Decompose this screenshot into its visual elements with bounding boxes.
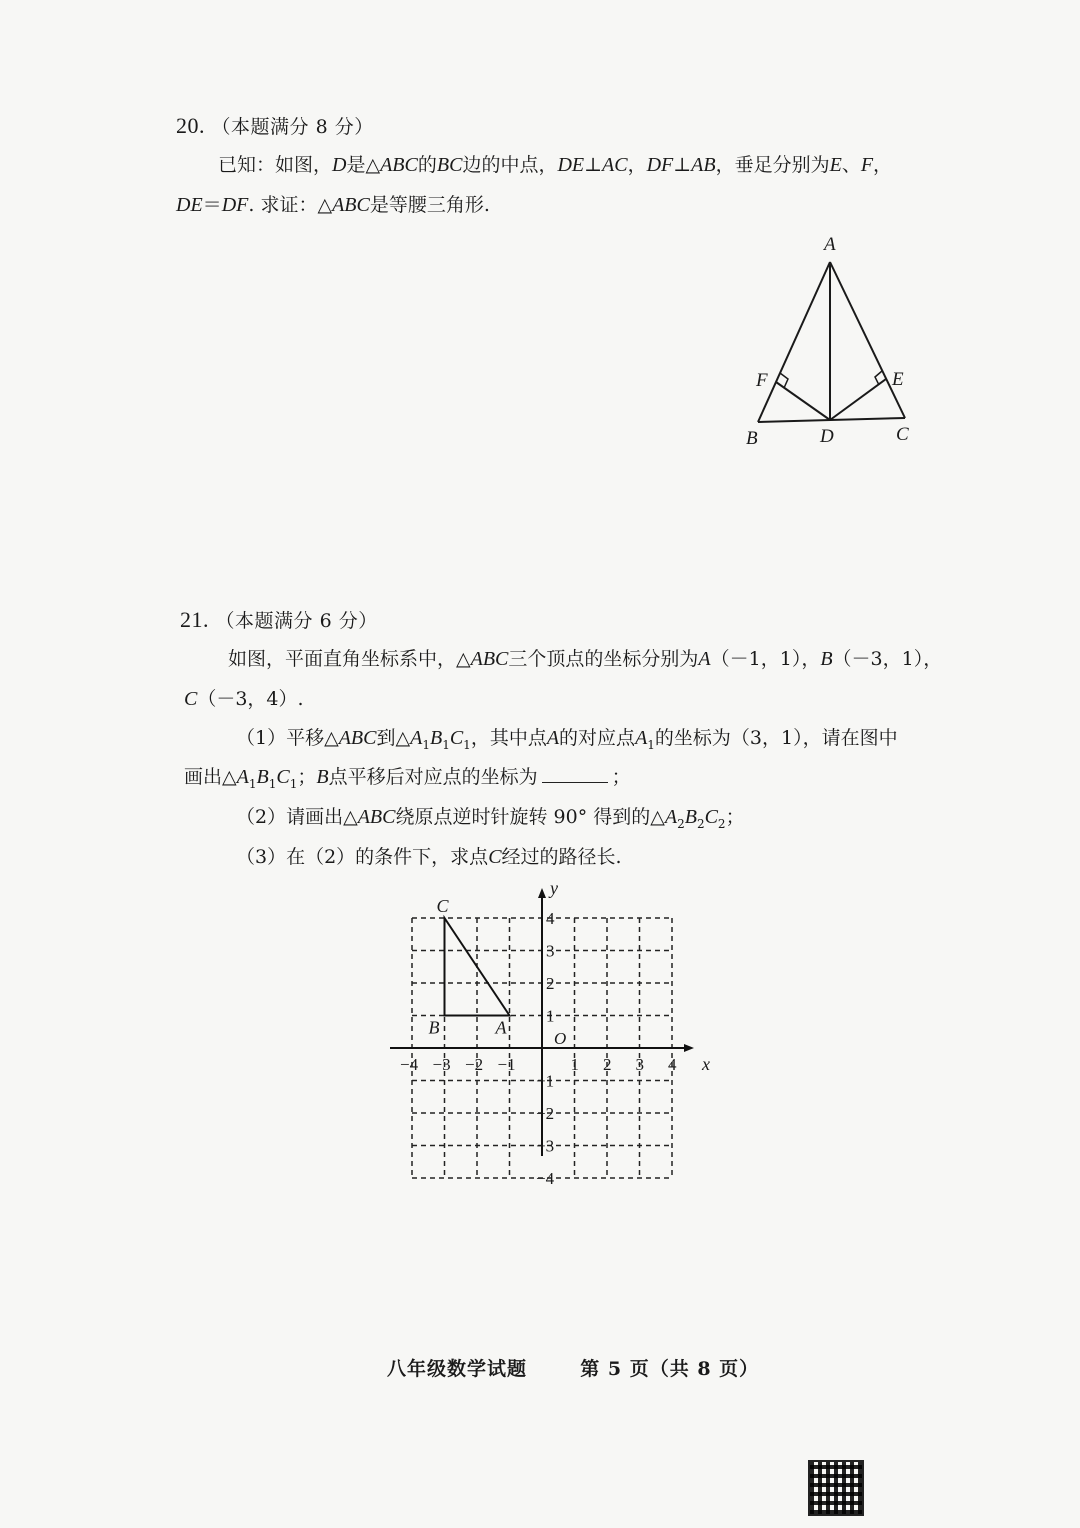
subscript: 2 (677, 816, 685, 831)
text: （－1，1）， (710, 648, 821, 670)
text: （3）在（2）的条件下，求点 (236, 846, 489, 868)
subscript: 1 (268, 776, 277, 791)
math: DE (557, 154, 585, 176)
segment-de (830, 379, 886, 420)
math: A (664, 806, 678, 828)
text: ； (297, 766, 317, 788)
origin-label: O (554, 1029, 567, 1048)
label-d: D (820, 426, 834, 447)
text: ，垂足分别为 (715, 154, 830, 176)
q21-intro1 (228, 646, 942, 672)
text: （－3，1）， (832, 648, 943, 670)
math: E (829, 154, 842, 176)
x-tick-label: −3 (432, 1055, 451, 1074)
math: B (316, 766, 329, 788)
math: A (236, 766, 249, 788)
x-tick-label: 2 (603, 1055, 612, 1074)
x-tick-label: −1 (497, 1055, 516, 1074)
text: ⊥ (584, 154, 603, 176)
text: 如图，平面直角坐标系中，△ (228, 648, 471, 670)
side-ac (830, 262, 905, 418)
y-tick-label: 1 (546, 1006, 555, 1026)
math: A (546, 727, 560, 749)
y-axis-arrow (538, 888, 546, 898)
footer-page-number: 第 5 页（共 8 页） (580, 1358, 760, 1380)
math: B (429, 727, 443, 749)
y-tick-label: 3 (546, 941, 555, 961)
x-axis-label: x (702, 1054, 710, 1074)
text: ，其中点 (470, 727, 547, 749)
q20-score: （本题满分 8 分） (211, 116, 374, 138)
footer-subject: 八年级数学试题 (387, 1358, 528, 1380)
math: DF (646, 154, 674, 176)
subscript: 2 (717, 816, 726, 831)
math: D (332, 154, 347, 176)
math: B (684, 806, 697, 828)
math: A (698, 648, 711, 670)
math: AB (691, 154, 716, 176)
side-ab (758, 262, 830, 422)
answer-blank[interactable] (542, 768, 608, 783)
q21-part2 (236, 804, 745, 832)
q21-intro2 (184, 686, 304, 712)
math: B (820, 648, 833, 670)
text: 绕原点逆时针旋转 90° 得到的△ (395, 806, 665, 828)
page-footer (387, 1354, 759, 1381)
text: ， (873, 154, 893, 176)
subscript: 1 (463, 737, 471, 752)
x-tick-label: −4 (400, 1055, 419, 1074)
text: （－3，4）. (197, 688, 304, 710)
y-tick-label: 4 (546, 909, 555, 928)
x-tick-label: 1 (570, 1055, 579, 1074)
q20-number: 20. (176, 113, 205, 138)
q21-number: 21. (180, 607, 209, 632)
math: A (410, 727, 423, 749)
q20-triangle-figure (730, 228, 930, 458)
text: ＝ (202, 194, 222, 216)
subscript: 2 (696, 816, 705, 831)
y-tick-label: −2 (536, 1104, 555, 1123)
math: C (488, 846, 502, 868)
math: ABC (338, 727, 377, 749)
x-tick-label: 4 (668, 1055, 677, 1074)
math: ABC (357, 806, 396, 828)
text: 三个顶点的坐标分别为 (508, 648, 699, 670)
q20-line2 (176, 192, 490, 218)
text: 、 (841, 154, 861, 176)
y-tick-label: −3 (536, 1136, 555, 1156)
math: F (860, 154, 874, 176)
x-tick-label: −2 (465, 1055, 484, 1074)
qr-code (808, 1460, 864, 1516)
text: 点平移后对应点的坐标为 (328, 766, 538, 788)
text: 是等腰三角形. (369, 194, 490, 216)
q21-score: （本题满分 6 分） (215, 610, 378, 632)
math: C (276, 766, 290, 788)
q21-part3 (236, 844, 622, 870)
text: 到△ (376, 727, 411, 749)
math: ABC (380, 154, 418, 176)
text: ⊥ (673, 154, 692, 176)
text: . 求证：△ (248, 194, 333, 216)
math: ABC (332, 194, 370, 216)
math: DE (176, 194, 203, 216)
text: 的坐标为（3，1），请在图中 (654, 727, 898, 749)
text: 的对应点 (559, 727, 636, 749)
math: A (635, 727, 648, 749)
triangle-abc (429, 896, 510, 1038)
x-tick-label: 3 (635, 1055, 644, 1074)
vertex-b-label: B (428, 1017, 440, 1038)
math: AC (602, 154, 628, 176)
math: C (449, 727, 464, 749)
subscript: 1 (647, 737, 655, 752)
q21-header (180, 606, 378, 633)
subscript: 1 (248, 776, 257, 791)
label-f: F (756, 370, 768, 391)
y-tick-label: −1 (536, 1071, 555, 1091)
subscript: 1 (289, 776, 298, 791)
math: ABC (470, 648, 509, 670)
text: ； (611, 766, 631, 788)
text: 已知：如图， (218, 154, 333, 176)
text: （2）请画出△ (236, 806, 358, 828)
y-axis-label: y (550, 878, 558, 898)
math: B (256, 766, 269, 788)
text: ， (627, 154, 647, 176)
text: 边的中点， (462, 154, 558, 176)
text: 的 (417, 154, 437, 176)
y-tick-label: −4 (536, 1169, 555, 1188)
q20-line1 (218, 152, 892, 178)
q21-part1-line2 (184, 764, 631, 792)
math: C (704, 806, 718, 828)
text: （1）平移△ (236, 727, 339, 749)
label-b: B (746, 428, 758, 449)
label-a: A (824, 234, 836, 255)
text: ； (725, 806, 745, 828)
vertex-c-label: C (436, 896, 449, 916)
text: 经过的路径长. (501, 846, 622, 868)
subscript: 1 (442, 737, 450, 752)
x-axis-arrow (684, 1044, 694, 1052)
vertex-a-label: A (495, 1017, 507, 1038)
math: DF (221, 194, 249, 216)
q21-part1-line1 (236, 725, 898, 753)
q20-header (176, 112, 374, 139)
y-tick-label: 2 (546, 974, 555, 993)
text: 画出△ (184, 766, 237, 788)
math: BC (436, 154, 463, 176)
label-e: E (892, 369, 904, 390)
subscript: 1 (422, 737, 430, 752)
text: 是△ (346, 154, 381, 176)
q21-coordinate-grid (400, 876, 750, 1216)
math: C (184, 688, 198, 710)
label-c: C (896, 424, 909, 445)
